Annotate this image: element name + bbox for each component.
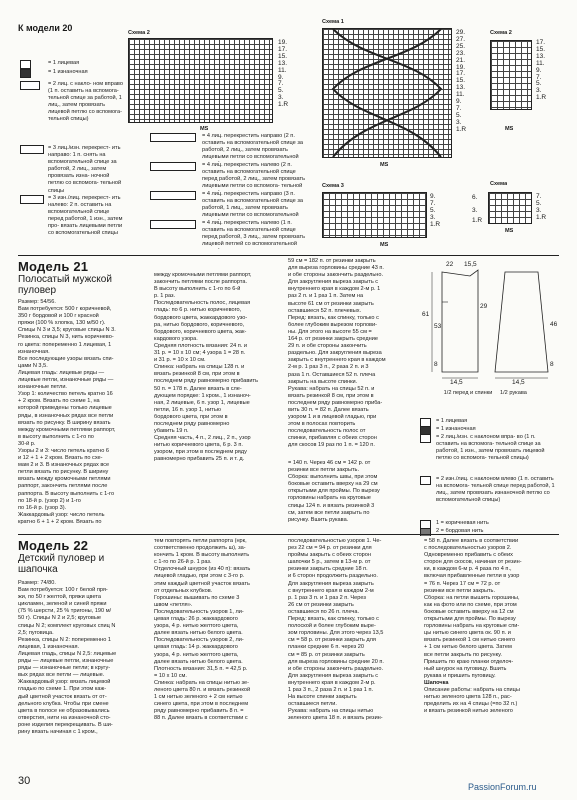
text-line: 50 г). Спицы N 2 и 2,5; круговые [18, 615, 102, 622]
row-numbers: 29. 27. 25. 23. 21. 19. 17. 15. 13. 11. 9. 7. 5. 3. 1.R [456, 29, 467, 133]
ms-label: MS [200, 126, 209, 132]
text-line: = 2 лиц./изн. с наклоном впра- во (1 п. оставить на вспомога- тельной спице за работой, 1 изн., затем провязать лицевой петлю со вспомога- тельной спицы) [420, 434, 560, 476]
site-watermark[interactable]: PassionForum.ru [468, 782, 537, 792]
text-line: Горошины: вышивать по схеме 3 [154, 594, 240, 601]
text-line: изнаночная. [18, 348, 50, 355]
legend-item: = 2 лиц. с накло- ном вправо (1 п. оставить на вспомога- тельной спице за работой, 1 лиц., затем провязать лицевой петлю со вспомога- тельной спицы) [48, 81, 123, 123]
text-line: 29 п. и обе стороны закончить [288, 343, 367, 350]
model-22-subtitle: Детский пуловер и шапочка [18, 553, 105, 575]
slant-left-symbol-icon [420, 476, 431, 485]
text-line: Рукава: набрать на спицы 52 п. и [288, 385, 375, 392]
text-line: р. 1 раз. [154, 293, 176, 300]
text-line: бордового цвета, при этом в [154, 413, 228, 420]
text-line: рукава и пришить пуговицу. [424, 672, 496, 679]
text-line: и 31 р. = 10 x 10 см. [154, 357, 206, 364]
legend-item: = 4 лиц. перекрестить налево (1 п. оставить на вспомогательной спице перед работой, 3 лиц., затем провязать лицевой петлей со вспомогательной [202, 220, 306, 248]
text-line: открытыми для проймы. По вырезу [288, 488, 380, 495]
legend-item: = 1 изнаночная [48, 69, 88, 75]
text-line: синего цвета, при этом в последнем [154, 701, 249, 708]
scheme-label: Схема 1 [322, 19, 344, 25]
ms-label: MS [505, 126, 514, 132]
text-line: от отдельных клубков. [154, 587, 213, 594]
text-line: цевая гладь: 26 р. жаккардового [154, 616, 238, 623]
text-line: гладью по схеме 1. При этом каж- [18, 686, 107, 693]
text-line: рину вязать начиная с 1 кром., [18, 728, 98, 735]
text-line: петли вязать по рисунку. В ширину [18, 469, 109, 476]
text-line: Плотность вязания: 31,5 п. = 42,5 р. [154, 665, 248, 672]
text-line: кардового узора. [154, 335, 198, 342]
text-line: + 1 см нитью белого цвета. Затем [424, 644, 512, 651]
text-line: ны. Для этого на высоте 55 см = [288, 328, 372, 335]
text-line: дельного клубка. Чтобы при смене [18, 700, 109, 707]
text-line: открытыми для проймы. По вырезу [424, 616, 516, 623]
ms-label: MS [380, 162, 389, 168]
text-line: ра, нитью бордового, коричневого, [154, 321, 245, 328]
text-line: и вязать резинкой нитью зеленого [424, 708, 513, 715]
text-line: цевая гладь: 14 р. жаккардового [154, 644, 238, 651]
text-line: закрыть с внутреннего края в каждом [288, 357, 386, 364]
text-line: Спинка: набрать на спицы нитью зе- [154, 679, 250, 686]
diagram-label-front-back: 1/2 перед и спинки [443, 390, 493, 396]
row-numbers: 9. 7. 5. 3. 1.R [430, 193, 441, 228]
text-line [18, 145, 123, 195]
text-line: соответственно продолжить ш), за- [154, 545, 246, 552]
text-line: Сборка: выполнить швы, при этом [288, 474, 378, 481]
text-line: раза 1 п. Оставшиеся 52 п. плеча [288, 371, 376, 378]
row-numbers: 7. 5. 3. 1.R [536, 193, 547, 221]
text-line: + 2 кром. Вязать по схеме 1, на [18, 398, 100, 405]
text-line: бордового цвета, жаккардового узо- [154, 314, 248, 321]
text-line: пряжи (100 % хлопка, 130 м/50 г). [18, 320, 106, 327]
text-line: 1 см нитью зеленого + 2 см нитью [154, 694, 243, 701]
text-line: ная, 2 лицевые, 6 п. узор 1, лицевые [154, 399, 250, 406]
text-line: далее вязать нитью белого цвета. [154, 630, 243, 637]
text-line: оставшиеся петли. [288, 701, 337, 708]
text-line: последовательностью узоров 1. Че- [288, 538, 382, 544]
text-line: 30-й р. [18, 440, 36, 447]
text-line: вязать резинкой 1 см нитью синего [424, 637, 516, 644]
text-line: проймы закрыть с обеих сторон [288, 552, 371, 559]
text-line: Спицы N 3 и 3,5; круговые спицы N 3. [18, 327, 116, 334]
text-line: гладь: по 6 р. нитью коричневого, [154, 307, 242, 314]
text-line: ки, в каждом 6-м р. 4 раза по 4 п., [424, 566, 512, 573]
text-line: Лицевая гладь, спицы N 2,5: лицевые [18, 650, 117, 657]
chart-scheme-3 [322, 192, 427, 238]
knit-symbol-icon [20, 60, 31, 69]
text-line: с последовательностью узоров 2. [424, 545, 512, 552]
cable-right-icon [150, 133, 196, 142]
diagram-label-sleeve: 1/2 рукава [500, 390, 527, 396]
text-line: 1 раз 3 п., 2 раза 2 п. и 1 раз 1 п. [288, 686, 374, 693]
ms-label: MS [505, 228, 514, 234]
text-line: 164 р. от резинки закрыть средние [288, 336, 378, 343]
text-line: Одновременно прибавить с обеих [424, 552, 513, 559]
chart-scheme-2-right [490, 40, 532, 110]
text-line: Узоры 2 и 3: число петель кратно 6 [18, 447, 110, 454]
model-21-column-2 [154, 272, 282, 527]
text-line: резинки все петли закрыть. [288, 467, 359, 474]
text-line: по 16-й р. (узор 3). [18, 504, 67, 511]
legend-jacquard [420, 418, 560, 536]
text-line: для скосов 19 раз по 1 п. = 120 п. [288, 442, 375, 449]
text-line [18, 81, 123, 145]
text-line: и 6 сторон продолжить раздельно. [288, 573, 378, 580]
text-line: Размер: 74/80. [18, 580, 56, 586]
text-line: для выреза горловины средние 43 п. [288, 265, 384, 272]
text-line: = 58 п. Далее вязать в соответствии [424, 538, 519, 544]
text-line: рисунку. Вшить рукава. [288, 516, 349, 523]
text-line: тем повторять петли раппорта (нрк, [154, 538, 247, 544]
legend-k20 [18, 60, 123, 253]
text-line: спинки, прибавляя с обеих сторон [288, 435, 377, 442]
chart-scheme-2 [128, 38, 273, 123]
legend-item: = 3 изн./лиц. перекрест- ить налево: 2 п. оставить на вспомогательной спице перед работой, 1 изн., затем про- вязать лицевыми петли со вспомогательной спицы [48, 195, 123, 237]
text-line: включая прибавленные петли в узор [424, 573, 520, 580]
text-line: дый цветной участок вязать от от- [18, 693, 107, 700]
text-line: вязать по рисунку. В ширину вязать [18, 419, 111, 426]
text-line: Лицевая гладь: лицевые ряды — [18, 369, 105, 376]
model-22-column-4 [424, 538, 559, 760]
text-line: = 1 изнаночная [420, 426, 560, 434]
text-line: швом «петля». [154, 601, 193, 608]
text-line: ряды, в изнаночных рядах все петли [18, 412, 114, 419]
text-line: зом горловины. Для этого через 13,5 [288, 630, 384, 637]
chart-scheme-1 [322, 28, 452, 158]
text-line: спицы 124 п. и вязать резинкой 3 [288, 502, 375, 509]
text-line: вязать резинкой 8 см, при этом в [288, 392, 374, 399]
model-22-column-1 [18, 580, 146, 760]
text-line: которой приведены только лицевые [18, 405, 112, 412]
text-line: см, затем все петли закрыть по [288, 509, 370, 516]
text-line: спицы N 2; комплект круговых спиц N [18, 622, 116, 629]
text-line: На высоте спинки закрыть [288, 694, 357, 701]
text-line: последнем ряду равномерно [154, 420, 230, 427]
text-line: Последовательность узоров 1, ли- [154, 608, 244, 615]
text-line: внутреннего края в каждом 2-м р. [288, 679, 376, 686]
model-21-title: Модель 21 [18, 259, 89, 274]
text-line: В высоту выполнить с 1-го по 6-й [154, 286, 241, 293]
page-number: 30 [18, 775, 31, 787]
text-line: боковые оставить вверху на 29 см [288, 481, 378, 488]
text-line: и 12 + 1 + 2 кром. Вязать по схе- [18, 455, 103, 462]
text-line: 59 см = 182 п. от резинки закрыть [288, 258, 376, 264]
text-line: горловины набрать на круговые спи- [424, 623, 520, 630]
text-line: Пришить по краю планки отделоч- [424, 658, 514, 665]
garment-schematic: 22 15,5 61 53 29 8 46 8 14,5 14,5 [420, 262, 560, 387]
text-line: 2-м р. 1 раз 3 п., 2 раза 2 п. и 3 [288, 364, 369, 371]
text-line: кончить 1 кром. В высоту выполнить [154, 552, 250, 559]
text-line: закончить петлями после раппорта. [154, 279, 248, 286]
text-line: = 10 x 10 см. [154, 672, 187, 679]
text-line [18, 60, 123, 69]
text-line: мам 2 и 3. В изнаночных рядах все [18, 462, 110, 469]
text-line: изнаночные петли. [18, 384, 67, 391]
text-line: 31 р. = 10 x 10 см; 4 узора 1 = 28 п. [154, 350, 246, 357]
text-line: Для закругления выреза закрыть с [288, 672, 379, 679]
legend-item: = 3 лиц./изн. перекрест- ить направо: 1 п. снять на вспомогательной спице за работой, 2 лиц., затем провязать изна- ночной петлю со вспомога- тельной спицы [48, 145, 122, 194]
text-line: ный шнурок на пуговицу. Вшить [424, 665, 507, 672]
text-line: (75 % шерсти, 25 % тригоны, 190 м/ [18, 608, 112, 615]
text-line: как на фото или по схеме, при этом [424, 601, 517, 608]
text-line: го цвета: попеременно 1 лицевая, 1 [18, 341, 112, 348]
text-line: вить 30 п. = 82 п. Далее вязать [288, 406, 369, 413]
text-line: внутреннего края в каждом 2-м р. 1 [288, 286, 381, 293]
text-line: Для закругления выреза закрыть с [288, 279, 379, 286]
legend-item: = 1 лицевая [48, 60, 80, 66]
text-line: для выреза горловины средние 20 п. [288, 658, 384, 665]
text-line: раппорт, закончить петлями после [18, 483, 108, 490]
text-line: между кромочными петлями раппорт, [154, 272, 252, 278]
text-line: вязать резинкой 8 см, при этом в [154, 371, 240, 378]
model-21-column-1 [18, 299, 146, 527]
text-line: горловины набрать на круговые [288, 495, 371, 502]
text-line: все петли закрыть по рисунку. [424, 651, 502, 658]
text-line [18, 195, 123, 253]
knit-symbol-icon [420, 418, 431, 426]
text-line: бордового, коричневого цвета, жак- [154, 328, 247, 335]
text-line: петли, 16 п. узор 1, нитью [154, 406, 221, 413]
text-line: см = 85 р. от резинки закрыть [288, 651, 365, 658]
text-line: Жаккардовый узор: вязать лицевой [18, 679, 111, 686]
model-21-subtitle: Полосатый мужской пуловер [18, 274, 112, 296]
row-numbers: 6. 3. 1.R [472, 194, 483, 224]
text-line: убавить 19 п. [154, 428, 189, 435]
text-line: оставшиеся по 26 п. плеча. [288, 608, 359, 615]
text-line: леного цвета 80 п. и вязать резинкой [154, 686, 251, 693]
text-line: Вам потребуется: 100 г белой пря- [18, 587, 108, 594]
text-line: резинки все петли закрыть. [424, 587, 495, 594]
text-line: жи, по 50 г желтой, пряжи цвета [18, 594, 101, 601]
scheme-label: Схема 3 [322, 183, 344, 189]
text-line [150, 220, 310, 249]
text-line: нитью зеленого цвета 128 п., рас- [424, 694, 512, 701]
cable-left-icon [150, 162, 196, 171]
row-numbers: 19. 17. 15. 13. 11. 9. 7. 5. 3. 1.R [278, 39, 289, 109]
scheme-label: Схема 2 [128, 30, 150, 36]
text-line: узора, 4 р. нитью желтого цвета, [154, 651, 239, 658]
model-22-column-2 [154, 538, 282, 760]
text-line: пределить их на 4 спицы (=по 32 п.) [424, 701, 518, 708]
text-line: далее вязать нитью белого цвета. [154, 658, 243, 665]
cable-left-icon [150, 220, 196, 229]
text-line: дующем порядке: 1 кром., 1 изнаноч- [154, 392, 251, 399]
chart-scheme-jacquard [488, 192, 532, 224]
text-line: Рукава: набрать на спицы нитью [288, 708, 374, 715]
text-line: высоте 61 см от резинки закрыть [288, 300, 374, 307]
text-line: = 2 изн./лиц. с наклоном влево (1 п. оставить на вспомога- тельной спице перед работой, 1 лиц., затем провязать изнаночной петлю со вспомогательной спицы) [420, 476, 560, 520]
text-line: ряды — лицевые петли, изнаночные [18, 658, 114, 665]
text-line: Вам потребуется: 500 г коричневой, [18, 306, 112, 313]
text-line: рез 22 см = 94 р. от резинки для [288, 545, 372, 552]
text-line: Резинка, спицы N 2: попеременно 1 [18, 636, 111, 643]
text-line: раппорта. В высоту выполнить с 1-го [18, 490, 115, 497]
text-line: роне изделия перекрещивать. В ши- [18, 721, 113, 728]
text-line: Последовательность узоров 2, ли- [154, 637, 244, 644]
legend-item: = 4 лиц. перекрестить направо (2 п. оставить на вспомогательной спице за работой, 2 лиц., затем провязать лицевыми петли со вспомогательной [202, 133, 304, 161]
text-line: ряды — изнаночные петли; в кругу- [18, 665, 111, 672]
purl-symbol-icon [420, 426, 431, 434]
text-line: см = 58 р. от резинки закрыть для [288, 637, 376, 644]
text-line: узором, при этом в последнем ряду [154, 449, 247, 456]
scheme-label: Схема [490, 181, 508, 187]
text-line: отверстия, нити на изнаночной сто- [18, 714, 111, 721]
to-model-heading: К модели 20 [18, 23, 73, 33]
text-line: равномерно прибавить 25 п. и т. д. [154, 456, 245, 463]
text-line: между кромочными петлями раппорт, [18, 426, 116, 433]
scheme-label: Схема 2 [490, 30, 512, 36]
text-line: сторон для скосов, начиная от резин- [424, 559, 522, 566]
text-line: = 140 п. Через 46 см = 142 р. от [288, 460, 371, 466]
text-line: резинки закрыть средние 18 п. [288, 566, 368, 573]
text-line: Перед: вязать, как спинку, только с [288, 314, 379, 321]
text-line: узором 1 и в лицевой гладью, при [288, 414, 377, 421]
cross-symbol-icon [20, 195, 44, 204]
legend-item: = 4 лиц. перекрестить направо (3 п. оставить на вспомогательной спице за работой, 1 лиц., затем провязать лицевыми петли со вспомогательной [202, 191, 304, 219]
text-line [150, 162, 310, 191]
text-line: Отделочный шнурок (из 40 п): вязать [154, 566, 251, 573]
text-line: Перед: вязать, как спинку, только с [288, 616, 379, 623]
color-1-swatch-icon [420, 520, 431, 528]
text-line: 1 = коричневая нить [420, 520, 560, 528]
cross-right-symbol-icon [20, 81, 40, 90]
text-line: последнем ряду равномерно прибавить [154, 378, 258, 385]
text-line: более глубоким вырезом горлови- [288, 321, 378, 328]
text-line: кратно 6 + 1 + 2 кром. Вязать по [18, 518, 102, 525]
text-line: Последовательность полос, лицевая [154, 300, 251, 307]
text-line: и обе стороны закончить раздельно. [288, 665, 384, 672]
text-line: Шапочка [424, 679, 449, 686]
text-line: цы нитью синего цвета ок. 90 п. и [424, 630, 511, 637]
text-line: цами N 3,5. [18, 362, 48, 369]
cross-symbol-icon [20, 145, 44, 154]
text-line: узора, 4 р. нитью желтого цвета, [154, 623, 239, 630]
text-line: лицевые петли, изнаночные ряды — [18, 377, 114, 384]
purl-symbol-icon [20, 69, 31, 78]
text-line: Все последующие узоры вязать спи- [18, 355, 114, 362]
text-line: боковые оставить вверху на 12 см [424, 608, 514, 615]
text-line: Узор 1: количество петель кратно 16 [18, 391, 113, 398]
section-divider [18, 534, 559, 535]
text-line: Сборка: на петли вышить горошины, [424, 594, 520, 601]
text-line: Средняя плотность вязания: 24 п. и [154, 342, 248, 349]
text-line: с 1-го по 26-й р. 1 раз. [154, 559, 212, 566]
row-numbers: 17. 15. 13. 11. 9. 7. 5. 3. 1.R [536, 39, 547, 102]
text-line: шапочки 5 р., затем в 13-м р. от [288, 559, 371, 566]
text-line: 26 см от резинки закрыть [288, 601, 354, 608]
text-line: Размер: 54/56. [18, 299, 56, 305]
ms-label: MS [380, 242, 389, 248]
text-line: лицевая, 1 изнаночная. [18, 643, 80, 650]
text-line: Резинка, спицы N 3, нить коричнево- [18, 334, 114, 341]
text-line: этим каждый цветной участок вязать [154, 580, 250, 587]
text-line: этом в полосах повторить [288, 421, 356, 428]
text-line: планки средние 6 п. через 20 [288, 644, 364, 651]
text-line: с внутреннего края в каждом 2-м [288, 587, 374, 594]
text-line: раздельно. Для закругления выреза [288, 350, 382, 357]
legend-item: = 4 лиц. перекрестить налево (2 п. оставить на вспомогательной спице перед работой, 2 лиц., затем провязать лицевыми петли со вспомога- тельной [202, 162, 306, 190]
text-line [150, 133, 310, 162]
text-line: Жаккардовый узор: число петель [18, 511, 105, 518]
text-line: вых рядах все петли — лицевые. [18, 672, 105, 679]
cable-right-icon [150, 191, 196, 200]
text-line: и обе стороны закончить раздельно. [288, 272, 384, 279]
section-divider [18, 255, 559, 256]
text-line: полоской и более глубоким выре- [288, 623, 376, 630]
text-line: последнем ряду равномерно приба- [288, 399, 383, 406]
model-22-title: Модель 22 [18, 538, 89, 553]
text-line: нитью коричневого цвета, 6 р. 3 п. [154, 442, 243, 449]
text-line: раз 2 п. и 1 раз 1 п. Затем на [288, 293, 364, 300]
text-line: последовательность полос от [288, 428, 366, 435]
cable-pattern-icon [323, 29, 451, 157]
text-line: 350 г бордовой и 100 г красной [18, 313, 99, 320]
text-line: цикламен, зеленой и синей пряжи [18, 601, 107, 608]
text-line: оставшиеся 52 п. плечевых. [288, 307, 362, 314]
text-line: р. 1 раз 3 п. и 1 раз 2 п. Через [288, 594, 366, 601]
text-line: Для закругления выреза закрыть [288, 580, 374, 587]
text-line: Описание работы: набрать на спицы [424, 686, 520, 693]
text-line: зеленого цвета 18 п. и вязать резин- [288, 715, 383, 722]
text-line [150, 191, 310, 220]
text-line: закрыть на высоте спинки. [288, 378, 358, 385]
text-line: 50 п. = 178 п. Далее вязать в сле- [154, 385, 242, 392]
text-line: = 76 п. Через 17 см = 72 р. от [424, 580, 501, 587]
text-line: Средняя часть, 4 п., 2 лиц., 2 п., узор [154, 435, 251, 442]
text-line: 2,5; пуговица. [18, 629, 54, 636]
text-line: ряду равномерно прибавить 8 п. = [154, 708, 244, 715]
text-line: 88 п. Далее вязать в соответствии с [154, 715, 248, 722]
slant-right-symbol-icon [420, 434, 431, 443]
text-line: цвета в полосе не образовывались [18, 707, 110, 714]
text-line: Спинка: набрать на спицы 128 п. и [154, 364, 245, 371]
text-line: = 1 лицевая [420, 418, 560, 426]
model-22-column-3 [288, 538, 416, 760]
legend-cables [150, 133, 310, 249]
text-line: по 18-й р. (узор 2) и 1-го [18, 497, 81, 504]
text-line: 2 = бордовая нить [420, 528, 560, 536]
text-line: в высоту выполнить с 1-го по [18, 433, 94, 440]
text-line: вязать между кромочными петлями [18, 476, 111, 483]
model-21-column-4 [288, 460, 416, 530]
text-line: лицевой гладью, при этом с 3-го р. [154, 573, 245, 580]
text-line [18, 69, 123, 78]
